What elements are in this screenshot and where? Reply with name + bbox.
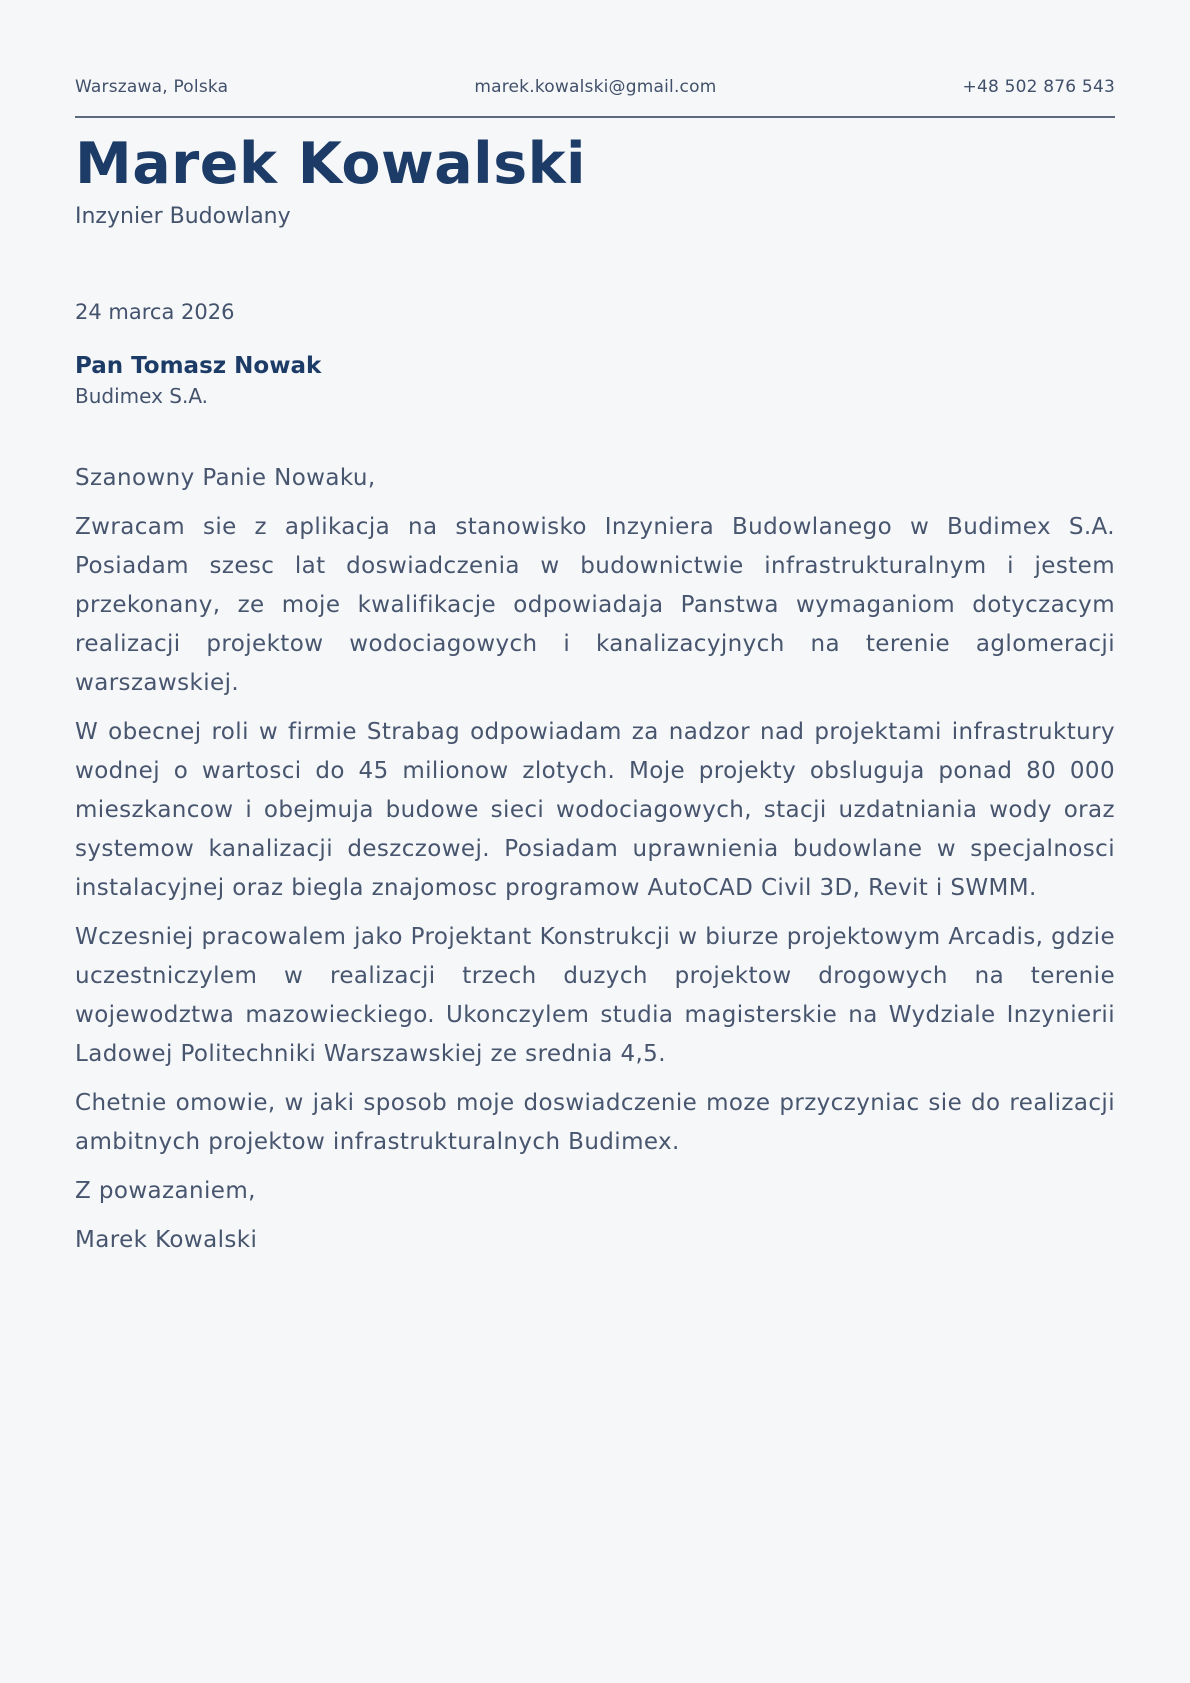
recipient-company: Budimex S.A. — [75, 384, 209, 408]
page-title: Marek Kowalski — [75, 131, 587, 197]
body-paragraph-3: Wczesniej pracowalem jako Projektant Konstrukcji w biurze projektowym Arcadis, gdzie uczestniczylem w realizacji trzech duzych projektow drogowych na terenie wojewodztwa mazowieckiego. Ukonczylem studia magisterskie na Wydziale Inzynierii Ladowej Politechniki Warszawskiej ze srednia 4,5. — [75, 924, 1115, 1067]
recipient-name: Pan Tomasz Nowak — [75, 353, 322, 379]
body-paragraph-1: Zwracam sie z aplikacja na stanowisko Inzyniera Budowlanego w Budimex S.A. Posiadam szesc lat doswiadczenia w budownictwie infrastrukturalnym i jestem przekonany, ze moje kwalifikacje odpowiadaja Panstwa wymaganiom dotyczacym realizacji projektow wodociagowych i kanalizacyjnych na terenie aglomeracji warszawskiej. — [75, 514, 1115, 696]
contact-phone: +48 502 876 543 — [962, 77, 1115, 97]
body-paragraph-2: W obecnej roli w firmie Strabag odpowiadam za nadzor nad projektami infrastruktury wodnej o wartosci do 45 milionow zlotych. Moje projekty obsluguja ponad 80 000 mieszkancow i obejmuja budowe sieci wodociagowych, stacji uzdatniania wody oraz systemow kanalizacji deszczowej. Posiadam uprawnienia budowlane w specjalnosci instalacyjnej oraz biegla znajomosc programow AutoCAD Civil 3D, Revit i SWMM. — [75, 719, 1115, 901]
closing: Z powazaniem, — [75, 1178, 256, 1204]
contact-location: Warszawa, Polska — [75, 77, 229, 97]
contact-email: marek.kowalski@gmail.com — [474, 77, 717, 97]
contact-bar — [75, 0, 1115, 97]
body-paragraph-4: Chetnie omowie, w jaki sposob moje doswiadczenie moze przyczyniac sie do realizacji ambitnych projektow infrastrukturalnych Budimex. — [75, 1090, 1115, 1155]
letter-date: 24 marca 2026 — [75, 300, 235, 324]
job-title: Inzynier Budowlany — [75, 204, 291, 229]
salutation: Szanowny Panie Nowaku, — [75, 465, 376, 491]
signature-name: Marek Kowalski — [75, 1227, 258, 1253]
letter-body — [75, 459, 1115, 1260]
header-divider — [75, 116, 1115, 118]
